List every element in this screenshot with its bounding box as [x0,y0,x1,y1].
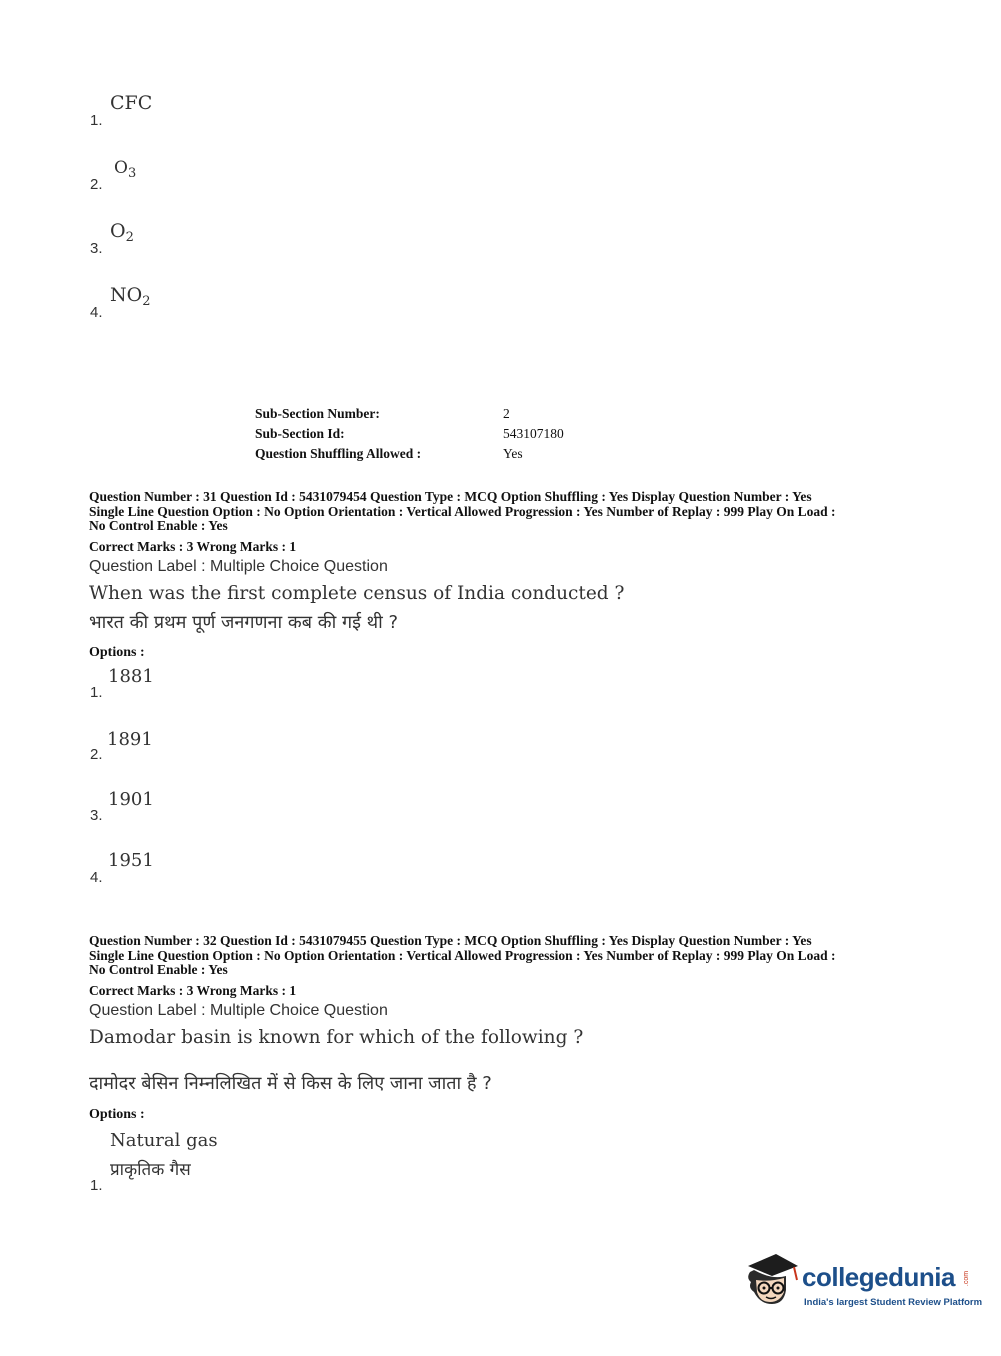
question-text-hi: भारत की प्रथम पूर्ण जनगणना कब की गई थी ? [89,612,399,633]
options-heading: Options : [89,1107,145,1122]
shuffle-label: Question Shuffling Allowed : [255,446,422,461]
meta-line: Question Number : 31 Question Id : 5431079454 Question Type : MCQ Option Shuffling : Yes Display Question Number : Yes [89,489,812,504]
meta-line: No Control Enable : Yes [89,962,228,977]
logo-com: .com [963,1270,971,1287]
question-label: Question Label : Multiple Choice Question [89,558,388,575]
option-number: 4. [90,304,103,321]
options-heading: Options : [89,645,145,660]
shuffle-value: Yes [503,446,523,461]
option-text-en: Natural gas [110,1130,218,1151]
option-number: 1. [90,112,103,129]
option-number: 1. [90,1177,103,1194]
logo-wordmark: collegedunia [802,1262,955,1292]
meta-line: No Control Enable : Yes [89,518,228,533]
option-number: 4. [90,869,103,886]
option-text: $NO_2$ [110,284,151,309]
meta-line: Single Line Question Option : No Option Orientation : Vertical Allowed Progression : Yes Number of Replay : 999 Play On Load : [89,947,836,963]
meta-line: Single Line Question Option : No Option Orientation : Vertical Allowed Progression : Yes Number of Replay : 999 Play On Load : [89,503,836,519]
option-number: 2. [90,176,103,193]
option-number: 3. [90,240,103,257]
option-text-hi: प्राकृतिक गैस [110,1160,191,1180]
subsection-number-label: Sub-Section Number: [255,406,380,421]
mascot-icon [742,1250,800,1308]
option-text: 1901 [108,789,154,810]
question-meta [89,934,919,978]
subsection-id-label: Sub-Section Id: [255,426,345,441]
question-text-en: Damodar basin is known for which of the following ? [89,1027,584,1048]
subsection-number-value: 2 [503,406,510,421]
question-text-en: When was the first complete census of India conducted ? [89,583,625,604]
marks-info: Correct Marks : 3 Wrong Marks : 1 [89,539,297,554]
question-meta [89,490,919,534]
subsection-id-value: 543107180 [503,426,564,441]
option-number: 1. [90,684,103,701]
option-number: 3. [90,807,103,824]
option-text: 1951 [108,850,154,871]
question-label: Question Label : Multiple Choice Question [89,1002,388,1019]
logo-tagline: India's largest Student Review Platform [804,1297,983,1308]
option-text: $O_2$ [110,220,134,245]
marks-info: Correct Marks : 3 Wrong Marks : 1 [89,983,297,998]
option-text: 1891 [107,729,153,750]
meta-line: Question Number : 32 Question Id : 5431079455 Question Type : MCQ Option Shuffling : Yes Display Question Number : Yes [89,933,812,948]
option-text: CFC [110,92,153,114]
option-number: 2. [90,746,103,763]
option-text: 1881 [108,666,154,687]
option-text: $O_3$ [114,158,137,181]
question-text-hi: दामोदर बेसिन निम्नलिखित में से किस के लिए जाना जाता है ? [89,1073,492,1094]
